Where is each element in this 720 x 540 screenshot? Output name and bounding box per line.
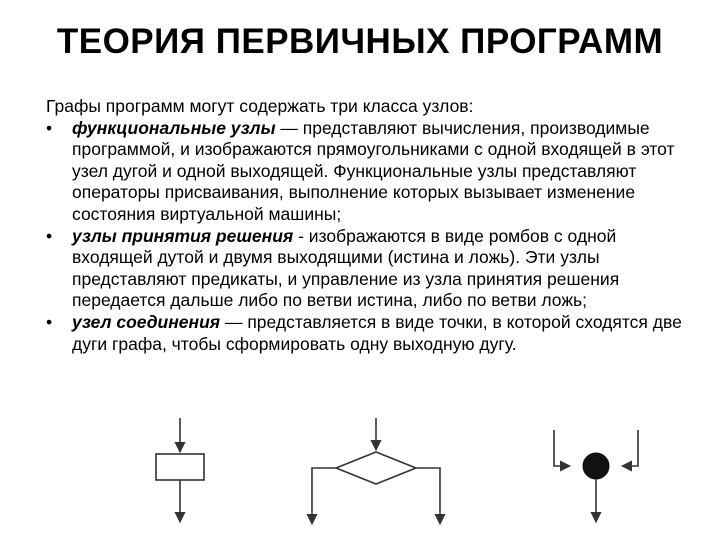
outgoing-arrow-false [416, 468, 440, 524]
list-item-junction-node [46, 312, 692, 355]
list-item-decision-nodes [46, 226, 692, 312]
bullet-icon: • [46, 225, 53, 246]
junction-node-figure [554, 430, 638, 522]
term-decision-nodes: узлы принятия решения [72, 225, 294, 246]
intro-text: Графы программ могут содержать три класса узлов: [46, 96, 474, 116]
node-types-diagram [140, 412, 660, 534]
incoming-arrow-right [622, 430, 638, 466]
node-class-list [46, 118, 692, 356]
bullet-icon: • [46, 117, 53, 138]
decision-node-figure [312, 418, 440, 524]
slide-title: ТЕОРИЯ ПЕРВИЧНЫХ ПРОГРАММ [56, 22, 664, 61]
rectangle-node [156, 454, 204, 480]
term-junction-node: узел соединения [72, 311, 221, 332]
incoming-arrow-left [554, 430, 570, 466]
list-item-functional-nodes [46, 118, 692, 226]
description-junction-node: — представляется в виде точки, в которой сходятся две дуги графа, чтобы сформировать одну выходную дугу. [72, 311, 682, 354]
description-decision-nodes: - изображаются в виде ромбов с одной входящей дутой и двумя выходящими (истина и ложь). Эти узлы представляют предикаты, и управление из узла принятия решения передается дальше либо по ветви истина, либо по ветви ложь; [72, 225, 620, 311]
junction-dot-node [583, 453, 609, 479]
description-functional-nodes: — представляют вычисления, производимые программой, и изображаются прямоугольниками с одной входящей в этот узел дугой и одной выходящей. Функциональные узлы представляют операторы присваивания, выполнение которых вызывает изменение состояния виртуальной машины; [72, 117, 675, 224]
bullet-icon: • [46, 311, 53, 332]
slide-body [46, 96, 692, 355]
term-functional-nodes: функциональные узлы [72, 117, 276, 138]
functional-node-figure [156, 418, 204, 522]
outgoing-arrow-true [312, 468, 336, 524]
diamond-node [336, 452, 416, 484]
